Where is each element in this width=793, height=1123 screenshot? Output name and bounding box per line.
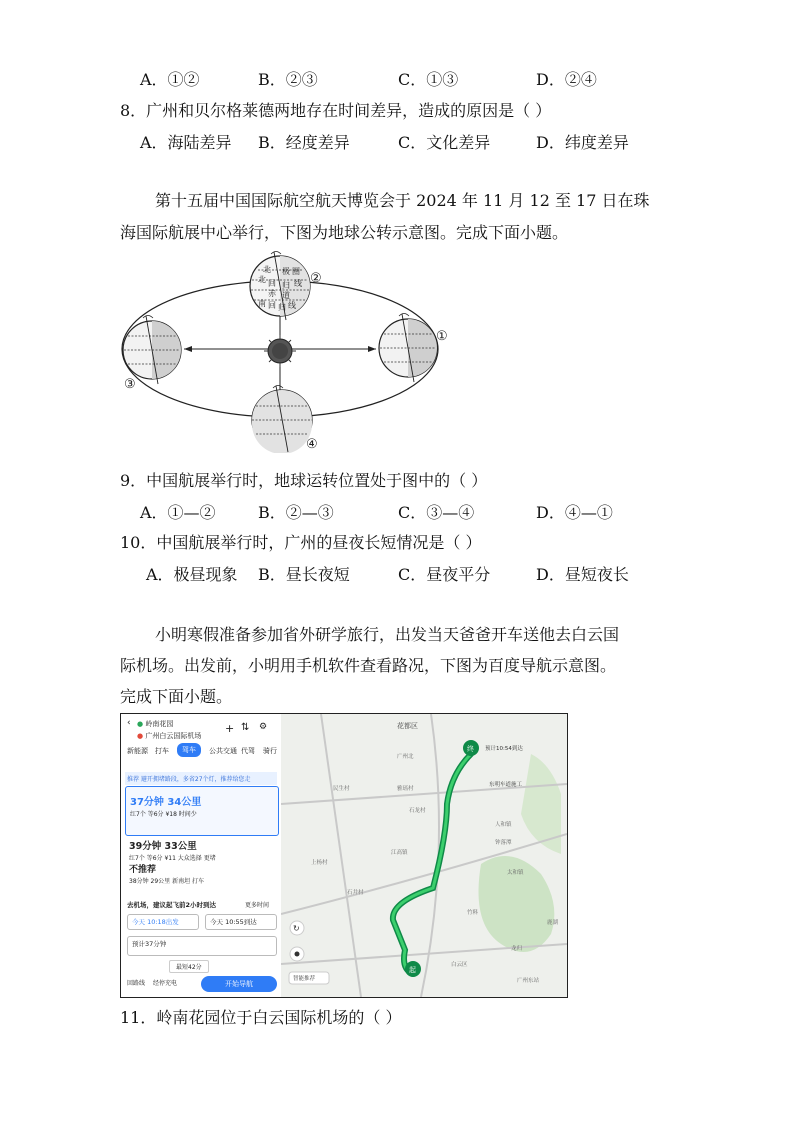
svg-text:线: 线 [288,301,296,310]
svg-text:↻: ↻ [293,924,300,933]
q9-option-b: B．②—③ [258,503,334,522]
route-card-3[interactable] [125,860,277,890]
label-position-4: ④ [306,437,318,452]
route-2-time: 39分钟 33公里 [129,841,197,852]
svg-text:北: 北 [263,265,271,274]
svg-text:回: 回 [268,301,276,310]
route-2-detail: 红7个 等6分 ¥11 大众选择 更堵 [129,855,216,862]
map-label-yayao: 雅瑶村 [397,786,414,792]
wait-time: 最短42分 [169,960,209,973]
svg-text:极: 极 [282,267,290,276]
map-refresh-icon[interactable] [290,921,304,935]
earth-orbit-diagram [118,248,458,453]
start-navigation-button[interactable]: 开始导航 [201,976,277,992]
estimate-field: 预计37分钟 [127,936,277,956]
map-label-baiyun: 白云区 [451,962,468,968]
add-stop-icon[interactable]: + [225,722,235,735]
route-map[interactable] [281,714,567,997]
arrow-left-icon [184,346,192,352]
q9-stem: 9．中国航展举行时，地球运转位置处于图中的（ ） [120,471,488,490]
map-label-zhongluotan: 钟落潭 [495,840,512,846]
route-tip: 推荐 避开拥堵路段，多省27个灯，推荐给您走 [125,772,277,785]
q10-option-c: C．昼夜平分 [398,565,491,584]
passage1-line1: 第十五届中国国际航空航天博览会于 2024 年 11 月 12 至 17 日在珠 [155,191,650,210]
q10-option-d: D．昼短夜长 [536,565,629,584]
settings-icon[interactable]: ⚙ [259,722,268,732]
map-label-minsheng: 民生村 [333,786,350,792]
smart-recommend-button[interactable]: 智能推荐 [293,976,316,982]
svg-text:归: 归 [278,303,286,312]
label-position-1: ① [436,329,448,344]
q7-option-a: A．①② [140,70,200,89]
arrow-right-icon [368,346,376,352]
q10-stem: 10．中国航展举行时，广州的昼夜长短情况是（ ） [120,533,482,552]
destination-dot-icon: ● [137,732,144,740]
svg-text:圈: 圈 [292,267,300,276]
baidu-navigation-screenshot [120,713,568,998]
q8-option-c: C．文化差异 [398,133,491,152]
q7-option-b: B．②③ [258,70,318,89]
map-label-guangzhoubei: 广州北 [397,754,414,760]
q7-option-d: D．②④ [536,70,597,89]
locate-icon[interactable] [290,947,304,961]
svg-text:终: 终 [467,745,474,753]
svg-text:道: 道 [282,291,290,300]
map-label-construction: 东明车道施工 [489,782,523,788]
map-label-renhe: 人和镇 [495,822,512,828]
svg-text:起: 起 [409,966,416,974]
map-label-guangzhou-east: 广州东站 [517,978,540,984]
svg-text:南: 南 [258,299,266,308]
globe-position-4 [252,386,312,454]
svg-text:线: 线 [294,279,302,288]
q10-option-b: B．昼长夜短 [258,565,350,584]
airport-arrival-badge: 预计10:54到达 [485,746,523,752]
route-1-time: 37分钟 34公里 [130,797,202,808]
back-route-button[interactable]: 回路线 [127,980,146,987]
map-label-huadu: 花都区 [397,722,418,730]
origin-label[interactable]: 岭南花园 [145,720,174,728]
map-label-zhuliao: 竹料 [467,910,479,916]
destination-label[interactable]: 广州白云国际机场 [145,732,202,740]
map-label-shijing: 石井村 [347,890,364,896]
end-marker-icon [463,740,479,756]
more-time-link[interactable]: 更多时间 [245,902,270,909]
q8-option-a: A．海陆差异 [140,133,232,152]
svg-text:回: 回 [268,279,276,288]
route-panel [121,714,282,997]
q10-option-a: A．极昼现象 [146,565,238,584]
map-label-shangyang: 上杨村 [311,860,328,866]
globe-position-2 [250,252,310,321]
route-1-detail: 红7个 等6分 ¥18 时间少 [130,811,197,818]
map-label-shilong: 石龙村 [409,808,426,814]
route-3-detail: 38分钟 29公里 新南坦 打车 [129,878,204,885]
route-3-time: 不推荐 [129,865,157,875]
map-label-jianggao: 江高镇 [391,850,408,856]
origin-dot-icon: ● [137,720,144,728]
label-position-3: ③ [124,377,136,392]
mode-tab-chauffeur[interactable]: 代驾 [241,747,255,755]
airport-advice: 去机场，建议起飞前2小时到达 [127,901,217,909]
q9-option-d: D．④—① [536,503,613,522]
svg-text:归: 归 [282,281,290,290]
route-card-1[interactable] [125,786,279,836]
passage1-line2: 海国际航展中心举行，下图为地球公转示意图。完成下面小题。 [120,223,569,242]
mode-tab-drive[interactable]: 驾车 [177,743,201,757]
map-label-longgui: 龙归 [511,946,523,952]
sun-icon [264,335,296,367]
mode-tab-taxi[interactable]: 打车 [155,747,169,755]
q9-option-a: A．①—② [140,503,216,522]
svg-text:赤: 赤 [268,289,276,298]
q8-option-d: D．纬度差异 [536,133,629,152]
mode-tab-transit[interactable]: 公共交通 [209,747,237,755]
q7-option-c: C．①③ [398,70,459,89]
depart-time-select[interactable]: 今天 10:18出发 [127,914,199,930]
map-label-luhu: 鹿湖 [547,920,559,926]
passage2-line3: 完成下面小题。 [120,687,233,706]
passage2-line2: 际机场。出发前，小明用手机软件查看路况，下图为百度导航示意图。 [120,656,617,675]
start-marker-icon [405,961,421,977]
svg-text:北: 北 [258,275,266,284]
back-icon[interactable]: ‹ [127,718,131,728]
passage2-line1: 小明寒假准备参加省外研学旅行，出发当天爸爸开车送他去白云国 [155,625,620,644]
mode-tab-new-energy[interactable]: 新能源 [127,747,148,755]
map-label-taihe: 太和镇 [507,870,524,876]
label-position-2: ② [310,271,322,286]
q11-stem: 11．岭南花园位于白云国际机场的（ ） [120,1008,402,1027]
charge-stop-button[interactable]: 经停充电 [153,980,178,987]
q8-stem: 8．广州和贝尔格莱德两地存在时间差异，造成的原因是（ ） [120,101,552,120]
arrive-time-select[interactable]: 今天 10:55到达 [205,914,277,930]
q9-option-c: C．③—④ [398,503,475,522]
q8-option-b: B．经度差异 [258,133,350,152]
mode-tab-ride[interactable]: 骑行 [263,747,277,755]
swap-icon[interactable]: ⇅ [241,722,250,733]
